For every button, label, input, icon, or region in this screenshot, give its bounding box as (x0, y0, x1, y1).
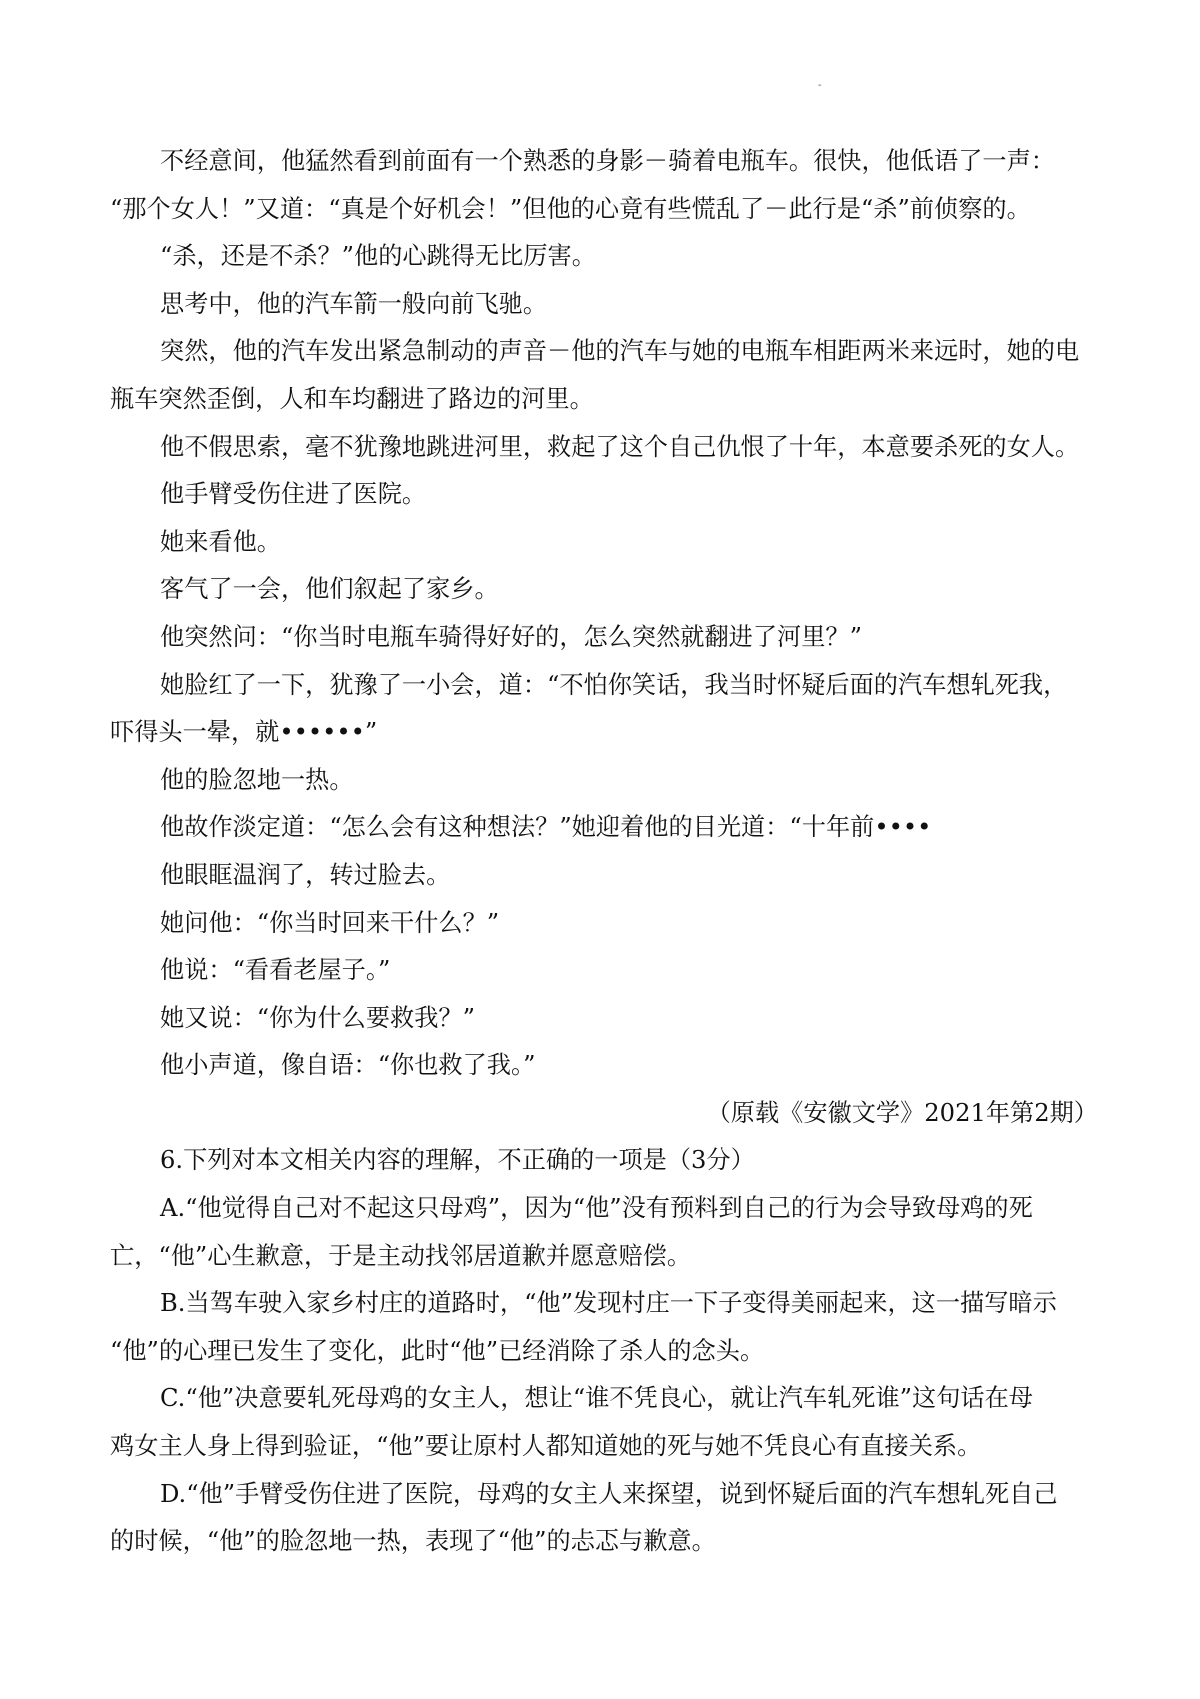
story-line: 吓得头一晕，就••••••” (110, 718, 378, 747)
story-line: 她来看他。 (160, 527, 281, 556)
story-line: 思考中，他的汽车箭一般向前飞驰。 (160, 289, 548, 318)
story-line: 她又说：“你为什么要救我？” (160, 1003, 475, 1032)
option-c-line-1: C.“他”决意要轧死母鸡的女主人，想让“谁不凭良心，就让汽车轧死谁”这句话在母 (160, 1384, 1033, 1413)
story-line: 他手臂受伤住进了医院。 (160, 480, 427, 509)
story-source: （原载《安徽文学》2021年第2期） (706, 1098, 1098, 1127)
story-line: 客气了一会，他们叙起了家乡。 (160, 575, 499, 604)
story-line: 他眼眶温润了，转过脸去。 (160, 860, 451, 889)
story-line: 他故作淡定道：“怎么会有这种想法？”她迎着他的目光道：“十年前•••• (160, 813, 932, 842)
option-c (110, 1375, 1100, 1470)
story-line: 她问他：“你当时回来干什么？” (160, 908, 500, 937)
story-line: 他突然问：“你当时电瓶车骑得好好的，怎么突然就翻进了河里？” (160, 622, 862, 651)
question-stem: 6.下列对本文相关内容的理解，不正确的一项是（3分） (160, 1146, 755, 1175)
option-c-line-2: 鸡女主人身上得到验证，“他”要让原村人都知道她的死与她不凭良心有直接关系。 (110, 1432, 982, 1461)
option-a-line-2: 亡，“他”心生歉意，于是主动找邻居道歉并愿意赔偿。 (110, 1241, 692, 1270)
story-text (110, 138, 1100, 1090)
story-line: 突然，他的汽车发出紧急制动的声音－他的汽车与她的电瓶车相距两米来远时，她的电 (160, 337, 1080, 366)
option-b-line-2: “他”的心理已发生了变化，此时“他”已经消除了杀人的念头。 (110, 1336, 765, 1365)
story-line: “杀，还是不杀？”他的心跳得无比厉害。 (160, 242, 596, 271)
header-mark: - (818, 80, 822, 91)
option-a-line-1: A.“他觉得自己对不起这只母鸡”，因为“他”没有预料到自己的行为会导致母鸡的死 (160, 1194, 1033, 1223)
story-line: 他说：“看看老屋子。” (160, 956, 391, 985)
story-line: 不经意间，他猛然看到前面有一个熟悉的身影－骑着电瓶车。很快，他低语了一声： (160, 147, 1055, 175)
story-line: 他小声道，像自语：“你也救了我。” (160, 1051, 536, 1080)
page-content (110, 138, 1100, 1566)
option-d (110, 1471, 1100, 1566)
option-b (110, 1280, 1100, 1375)
story-line: 他的脸忽地一热。 (160, 765, 354, 794)
option-b-line-1: B.当驾车驶入家乡村庄的道路时，“他”发现村庄一下子变得美丽起来，这一描写暗示 (160, 1289, 1057, 1318)
option-a (110, 1185, 1100, 1280)
story-line: 瓶车突然歪倒，人和车均翻进了路边的河里。 (110, 384, 594, 413)
story-line: 他不假思索，毫不犹豫地跳进河里，救起了这个自己仇恨了十年，本意要杀死的女人。 (160, 432, 1080, 461)
story-line: “那个女人！”又道：“真是个好机会！”但他的心竟有些慌乱了－此行是“杀”前侦察的。 (110, 194, 1031, 223)
option-d-line-2: 的时候，“他”的脸忽地一热，表现了“他”的忐忑与歉意。 (110, 1527, 716, 1556)
option-d-line-1: D.“他”手臂受伤住进了医院，母鸡的女主人来探望，说到怀疑后面的汽车想轧死自己 (160, 1479, 1058, 1508)
story-line: 她脸红了一下，犹豫了一小会，道：“不怕你笑话，我当时怀疑后面的汽车想轧死我， (160, 670, 1068, 699)
